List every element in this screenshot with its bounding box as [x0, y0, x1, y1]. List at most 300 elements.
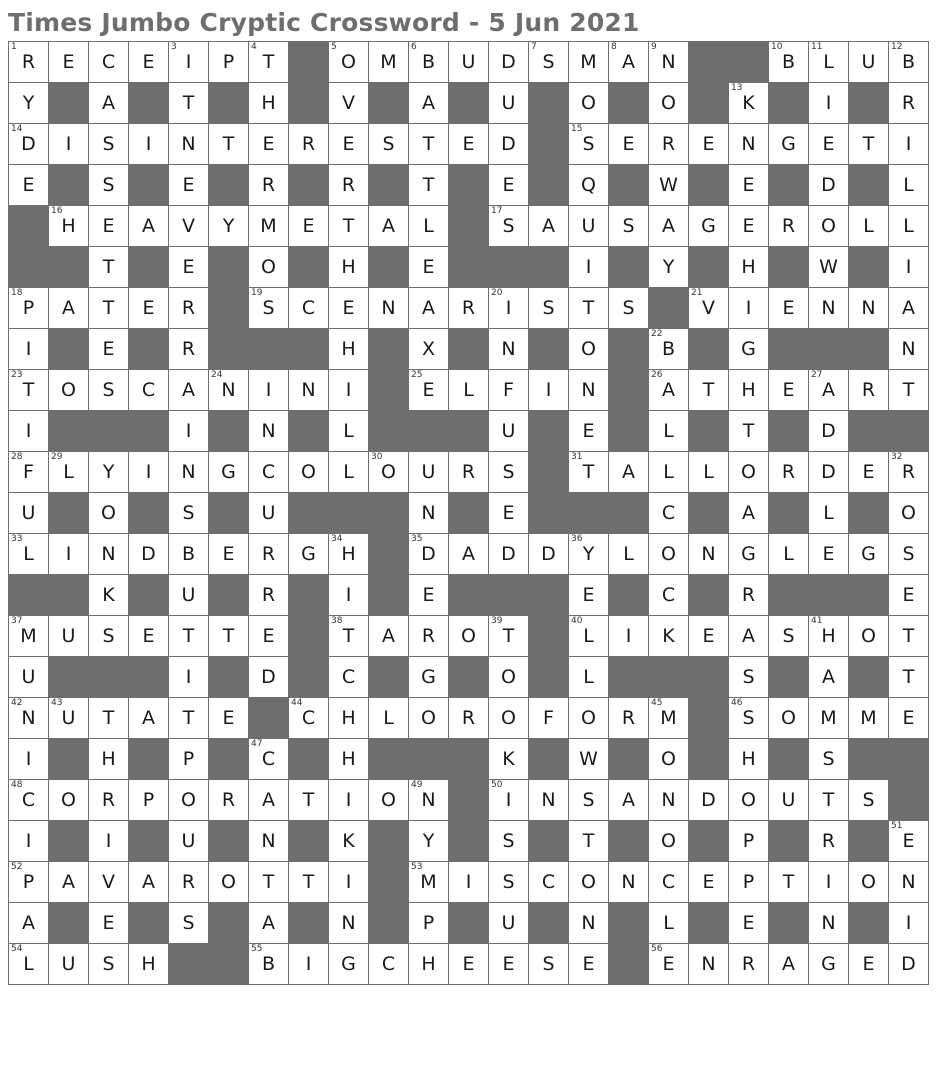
grid-cell[interactable] [569, 165, 609, 206]
grid-cell[interactable] [89, 247, 129, 288]
grid-cell[interactable] [9, 657, 49, 698]
grid-cell[interactable] [89, 83, 129, 124]
grid-cell[interactable] [649, 165, 689, 206]
grid-cell[interactable] [649, 903, 689, 944]
grid-cell[interactable] [289, 698, 329, 739]
grid-cell[interactable] [89, 944, 129, 985]
grid-cell[interactable] [889, 370, 929, 411]
grid-cell[interactable] [289, 452, 329, 493]
grid-cell[interactable] [529, 944, 569, 985]
grid-cell[interactable] [889, 821, 929, 862]
grid-cell[interactable] [609, 862, 649, 903]
grid-cell[interactable] [169, 288, 209, 329]
grid-cell[interactable] [329, 124, 369, 165]
grid-cell[interactable] [849, 616, 889, 657]
grid-cell[interactable] [809, 739, 849, 780]
grid-cell[interactable] [849, 288, 889, 329]
grid-cell[interactable] [409, 124, 449, 165]
grid-cell[interactable] [809, 288, 849, 329]
grid-cell[interactable] [329, 862, 369, 903]
grid-cell[interactable] [89, 698, 129, 739]
grid-cell[interactable] [329, 452, 369, 493]
grid-cell[interactable] [729, 370, 769, 411]
grid-cell[interactable] [489, 42, 529, 83]
grid-cell[interactable] [689, 452, 729, 493]
grid-cell[interactable] [249, 124, 289, 165]
grid-cell[interactable] [489, 821, 529, 862]
grid-cell[interactable] [649, 411, 689, 452]
grid-cell[interactable] [89, 206, 129, 247]
grid-cell[interactable] [809, 616, 849, 657]
grid-cell[interactable] [129, 370, 169, 411]
grid-cell[interactable] [249, 452, 289, 493]
grid-cell[interactable] [129, 452, 169, 493]
grid-cell[interactable] [529, 780, 569, 821]
grid-cell[interactable] [609, 288, 649, 329]
grid-cell[interactable] [489, 534, 529, 575]
grid-cell[interactable] [889, 83, 929, 124]
grid-cell[interactable] [889, 42, 929, 83]
grid-cell[interactable] [209, 780, 249, 821]
grid-cell[interactable] [89, 329, 129, 370]
grid-cell[interactable] [369, 698, 409, 739]
grid-cell[interactable] [89, 288, 129, 329]
grid-cell[interactable] [409, 288, 449, 329]
grid-cell[interactable] [689, 862, 729, 903]
grid-cell[interactable] [729, 657, 769, 698]
grid-cell[interactable] [569, 206, 609, 247]
grid-cell[interactable] [9, 42, 49, 83]
grid-cell[interactable] [889, 903, 929, 944]
grid-cell[interactable] [729, 698, 769, 739]
grid-cell[interactable] [769, 288, 809, 329]
grid-cell[interactable] [729, 452, 769, 493]
grid-cell[interactable] [329, 903, 369, 944]
grid-cell[interactable] [849, 698, 889, 739]
grid-cell[interactable] [689, 124, 729, 165]
grid-cell[interactable] [569, 288, 609, 329]
grid-cell[interactable] [9, 739, 49, 780]
grid-cell[interactable] [569, 247, 609, 288]
grid-cell[interactable] [9, 411, 49, 452]
grid-cell[interactable] [729, 903, 769, 944]
grid-cell[interactable] [729, 821, 769, 862]
grid-cell[interactable] [489, 493, 529, 534]
grid-cell[interactable] [169, 83, 209, 124]
grid-cell[interactable] [569, 780, 609, 821]
grid-cell[interactable] [609, 780, 649, 821]
grid-cell[interactable] [889, 165, 929, 206]
grid-cell[interactable] [249, 616, 289, 657]
grid-cell[interactable] [129, 42, 169, 83]
grid-cell[interactable] [409, 657, 449, 698]
grid-cell[interactable] [569, 698, 609, 739]
grid-cell[interactable] [89, 862, 129, 903]
grid-cell[interactable] [569, 124, 609, 165]
grid-cell[interactable] [649, 616, 689, 657]
grid-cell[interactable] [729, 83, 769, 124]
grid-cell[interactable] [529, 206, 569, 247]
grid-cell[interactable] [249, 944, 289, 985]
grid-cell[interactable] [169, 370, 209, 411]
grid-cell[interactable] [89, 493, 129, 534]
grid-cell[interactable] [9, 370, 49, 411]
grid-cell[interactable] [649, 575, 689, 616]
grid-cell[interactable] [9, 124, 49, 165]
grid-cell[interactable] [729, 288, 769, 329]
grid-cell[interactable] [289, 288, 329, 329]
grid-cell[interactable] [49, 698, 89, 739]
grid-cell[interactable] [809, 903, 849, 944]
grid-cell[interactable] [49, 780, 89, 821]
grid-cell[interactable] [249, 862, 289, 903]
grid-cell[interactable] [849, 534, 889, 575]
grid-cell[interactable] [329, 821, 369, 862]
grid-cell[interactable] [169, 575, 209, 616]
grid-cell[interactable] [809, 452, 849, 493]
grid-cell[interactable] [409, 780, 449, 821]
grid-cell[interactable] [889, 657, 929, 698]
grid-cell[interactable] [529, 698, 569, 739]
grid-cell[interactable] [729, 165, 769, 206]
grid-cell[interactable] [809, 247, 849, 288]
grid-cell[interactable] [889, 862, 929, 903]
grid-cell[interactable] [249, 165, 289, 206]
grid-cell[interactable] [809, 83, 849, 124]
grid-cell[interactable] [769, 42, 809, 83]
grid-cell[interactable] [169, 124, 209, 165]
grid-cell[interactable] [769, 124, 809, 165]
grid-cell[interactable] [49, 616, 89, 657]
grid-cell[interactable] [289, 944, 329, 985]
grid-cell[interactable] [569, 657, 609, 698]
grid-cell[interactable] [89, 370, 129, 411]
grid-cell[interactable] [369, 288, 409, 329]
grid-cell[interactable] [649, 329, 689, 370]
grid-cell[interactable] [289, 780, 329, 821]
grid-cell[interactable] [329, 329, 369, 370]
grid-cell[interactable] [449, 534, 489, 575]
grid-cell[interactable] [409, 42, 449, 83]
grid-cell[interactable] [809, 944, 849, 985]
grid-cell[interactable] [89, 124, 129, 165]
grid-cell[interactable] [489, 206, 529, 247]
grid-cell[interactable] [169, 206, 209, 247]
grid-cell[interactable] [569, 616, 609, 657]
grid-cell[interactable] [329, 42, 369, 83]
grid-cell[interactable] [169, 657, 209, 698]
grid-cell[interactable] [209, 862, 249, 903]
grid-cell[interactable] [209, 534, 249, 575]
grid-cell[interactable] [449, 862, 489, 903]
grid-cell[interactable] [409, 329, 449, 370]
grid-cell[interactable] [569, 862, 609, 903]
grid-cell[interactable] [729, 247, 769, 288]
grid-cell[interactable] [409, 575, 449, 616]
grid-cell[interactable] [849, 124, 889, 165]
grid-cell[interactable] [449, 616, 489, 657]
grid-cell[interactable] [569, 452, 609, 493]
grid-cell[interactable] [89, 165, 129, 206]
grid-cell[interactable] [209, 42, 249, 83]
grid-cell[interactable] [849, 944, 889, 985]
grid-cell[interactable] [889, 206, 929, 247]
grid-cell[interactable] [169, 534, 209, 575]
grid-cell[interactable] [769, 616, 809, 657]
grid-cell[interactable] [569, 739, 609, 780]
grid-cell[interactable] [289, 534, 329, 575]
grid-cell[interactable] [729, 575, 769, 616]
grid-cell[interactable] [409, 370, 449, 411]
grid-cell[interactable] [329, 739, 369, 780]
grid-cell[interactable] [689, 288, 729, 329]
grid-cell[interactable] [609, 698, 649, 739]
grid-cell[interactable] [729, 411, 769, 452]
grid-cell[interactable] [409, 452, 449, 493]
grid-cell[interactable] [49, 534, 89, 575]
grid-cell[interactable] [289, 370, 329, 411]
grid-cell[interactable] [569, 821, 609, 862]
grid-cell[interactable] [809, 862, 849, 903]
grid-cell[interactable] [249, 780, 289, 821]
grid-cell[interactable] [689, 370, 729, 411]
grid-cell[interactable] [169, 698, 209, 739]
grid-cell[interactable] [609, 534, 649, 575]
grid-cell[interactable] [489, 862, 529, 903]
grid-cell[interactable] [289, 862, 329, 903]
grid-cell[interactable] [689, 534, 729, 575]
grid-cell[interactable] [769, 206, 809, 247]
grid-cell[interactable] [9, 698, 49, 739]
grid-cell[interactable] [849, 780, 889, 821]
grid-cell[interactable] [609, 616, 649, 657]
grid-cell[interactable] [649, 42, 689, 83]
grid-cell[interactable] [889, 329, 929, 370]
grid-cell[interactable] [49, 944, 89, 985]
grid-cell[interactable] [649, 944, 689, 985]
grid-cell[interactable] [9, 165, 49, 206]
grid-cell[interactable] [9, 329, 49, 370]
grid-cell[interactable] [249, 288, 289, 329]
grid-cell[interactable] [729, 944, 769, 985]
grid-cell[interactable] [249, 493, 289, 534]
grid-cell[interactable] [849, 452, 889, 493]
grid-cell[interactable] [569, 903, 609, 944]
grid-cell[interactable] [249, 206, 289, 247]
grid-cell[interactable] [129, 124, 169, 165]
grid-cell[interactable] [809, 493, 849, 534]
grid-cell[interactable] [169, 452, 209, 493]
grid-cell[interactable] [889, 124, 929, 165]
grid-cell[interactable] [449, 944, 489, 985]
grid-cell[interactable] [209, 616, 249, 657]
grid-cell[interactable] [129, 288, 169, 329]
grid-cell[interactable] [849, 370, 889, 411]
grid-cell[interactable] [729, 862, 769, 903]
grid-cell[interactable] [889, 534, 929, 575]
grid-cell[interactable] [569, 534, 609, 575]
grid-cell[interactable] [369, 206, 409, 247]
grid-cell[interactable] [489, 616, 529, 657]
grid-cell[interactable] [409, 83, 449, 124]
grid-cell[interactable] [9, 83, 49, 124]
grid-cell[interactable] [329, 698, 369, 739]
grid-cell[interactable] [489, 411, 529, 452]
grid-cell[interactable] [129, 944, 169, 985]
grid-cell[interactable] [489, 657, 529, 698]
grid-cell[interactable] [169, 903, 209, 944]
grid-cell[interactable] [889, 288, 929, 329]
grid-cell[interactable] [369, 42, 409, 83]
grid-cell[interactable] [209, 370, 249, 411]
grid-cell[interactable] [769, 452, 809, 493]
grid-cell[interactable] [409, 206, 449, 247]
grid-cell[interactable] [649, 247, 689, 288]
grid-cell[interactable] [89, 534, 129, 575]
grid-cell[interactable] [169, 780, 209, 821]
grid-cell[interactable] [9, 862, 49, 903]
grid-cell[interactable] [849, 42, 889, 83]
grid-cell[interactable] [569, 83, 609, 124]
grid-cell[interactable] [289, 206, 329, 247]
grid-cell[interactable] [809, 42, 849, 83]
grid-cell[interactable] [329, 411, 369, 452]
crossword-grid[interactable] [8, 41, 929, 985]
grid-cell[interactable] [209, 206, 249, 247]
grid-cell[interactable] [49, 452, 89, 493]
grid-cell[interactable] [169, 493, 209, 534]
grid-cell[interactable] [89, 575, 129, 616]
grid-cell[interactable] [329, 370, 369, 411]
grid-cell[interactable] [649, 206, 689, 247]
grid-cell[interactable] [9, 534, 49, 575]
grid-cell[interactable] [809, 698, 849, 739]
grid-cell[interactable] [369, 452, 409, 493]
grid-cell[interactable] [889, 575, 929, 616]
grid-cell[interactable] [9, 493, 49, 534]
grid-cell[interactable] [529, 534, 569, 575]
grid-cell[interactable] [169, 821, 209, 862]
grid-cell[interactable] [769, 370, 809, 411]
grid-cell[interactable] [729, 534, 769, 575]
grid-cell[interactable] [889, 452, 929, 493]
grid-cell[interactable] [449, 42, 489, 83]
grid-cell[interactable] [529, 370, 569, 411]
grid-cell[interactable] [809, 657, 849, 698]
grid-cell[interactable] [409, 616, 449, 657]
grid-cell[interactable] [649, 124, 689, 165]
grid-cell[interactable] [9, 944, 49, 985]
grid-cell[interactable] [249, 411, 289, 452]
grid-cell[interactable] [9, 821, 49, 862]
grid-cell[interactable] [249, 42, 289, 83]
grid-cell[interactable] [809, 411, 849, 452]
grid-cell[interactable] [169, 329, 209, 370]
grid-cell[interactable] [209, 124, 249, 165]
grid-cell[interactable] [329, 657, 369, 698]
grid-cell[interactable] [329, 575, 369, 616]
grid-cell[interactable] [649, 452, 689, 493]
grid-cell[interactable] [129, 206, 169, 247]
grid-cell[interactable] [569, 370, 609, 411]
grid-cell[interactable] [809, 370, 849, 411]
grid-cell[interactable] [369, 944, 409, 985]
grid-cell[interactable] [169, 42, 209, 83]
grid-cell[interactable] [49, 370, 89, 411]
grid-cell[interactable] [369, 616, 409, 657]
grid-cell[interactable] [649, 821, 689, 862]
grid-cell[interactable] [449, 288, 489, 329]
grid-cell[interactable] [249, 739, 289, 780]
grid-cell[interactable] [169, 411, 209, 452]
grid-cell[interactable] [449, 698, 489, 739]
grid-cell[interactable] [9, 780, 49, 821]
grid-cell[interactable] [329, 288, 369, 329]
grid-cell[interactable] [129, 780, 169, 821]
grid-cell[interactable] [729, 493, 769, 534]
grid-cell[interactable] [329, 616, 369, 657]
grid-cell[interactable] [409, 903, 449, 944]
grid-cell[interactable] [89, 452, 129, 493]
grid-cell[interactable] [489, 329, 529, 370]
grid-cell[interactable] [489, 698, 529, 739]
grid-cell[interactable] [449, 370, 489, 411]
grid-cell[interactable] [889, 247, 929, 288]
grid-cell[interactable] [769, 534, 809, 575]
grid-cell[interactable] [169, 862, 209, 903]
grid-cell[interactable] [409, 944, 449, 985]
grid-cell[interactable] [449, 124, 489, 165]
grid-cell[interactable] [409, 821, 449, 862]
grid-cell[interactable] [689, 780, 729, 821]
grid-cell[interactable] [129, 534, 169, 575]
grid-cell[interactable] [889, 944, 929, 985]
grid-cell[interactable] [809, 780, 849, 821]
grid-cell[interactable] [129, 862, 169, 903]
grid-cell[interactable] [329, 780, 369, 821]
grid-cell[interactable] [129, 698, 169, 739]
grid-cell[interactable] [729, 616, 769, 657]
grid-cell[interactable] [649, 534, 689, 575]
grid-cell[interactable] [649, 780, 689, 821]
grid-cell[interactable] [489, 165, 529, 206]
grid-cell[interactable] [769, 780, 809, 821]
grid-cell[interactable] [409, 165, 449, 206]
grid-cell[interactable] [809, 165, 849, 206]
grid-cell[interactable] [569, 411, 609, 452]
grid-cell[interactable] [89, 780, 129, 821]
grid-cell[interactable] [609, 206, 649, 247]
grid-cell[interactable] [369, 780, 409, 821]
grid-cell[interactable] [569, 329, 609, 370]
grid-cell[interactable] [9, 452, 49, 493]
grid-cell[interactable] [9, 903, 49, 944]
grid-cell[interactable] [169, 165, 209, 206]
grid-cell[interactable] [249, 821, 289, 862]
grid-cell[interactable] [169, 247, 209, 288]
grid-cell[interactable] [729, 780, 769, 821]
grid-cell[interactable] [649, 493, 689, 534]
grid-cell[interactable] [249, 83, 289, 124]
grid-cell[interactable] [809, 124, 849, 165]
grid-cell[interactable] [729, 739, 769, 780]
grid-cell[interactable] [49, 862, 89, 903]
grid-cell[interactable] [529, 288, 569, 329]
grid-cell[interactable] [489, 903, 529, 944]
grid-cell[interactable] [489, 452, 529, 493]
grid-cell[interactable] [649, 83, 689, 124]
grid-cell[interactable] [609, 452, 649, 493]
